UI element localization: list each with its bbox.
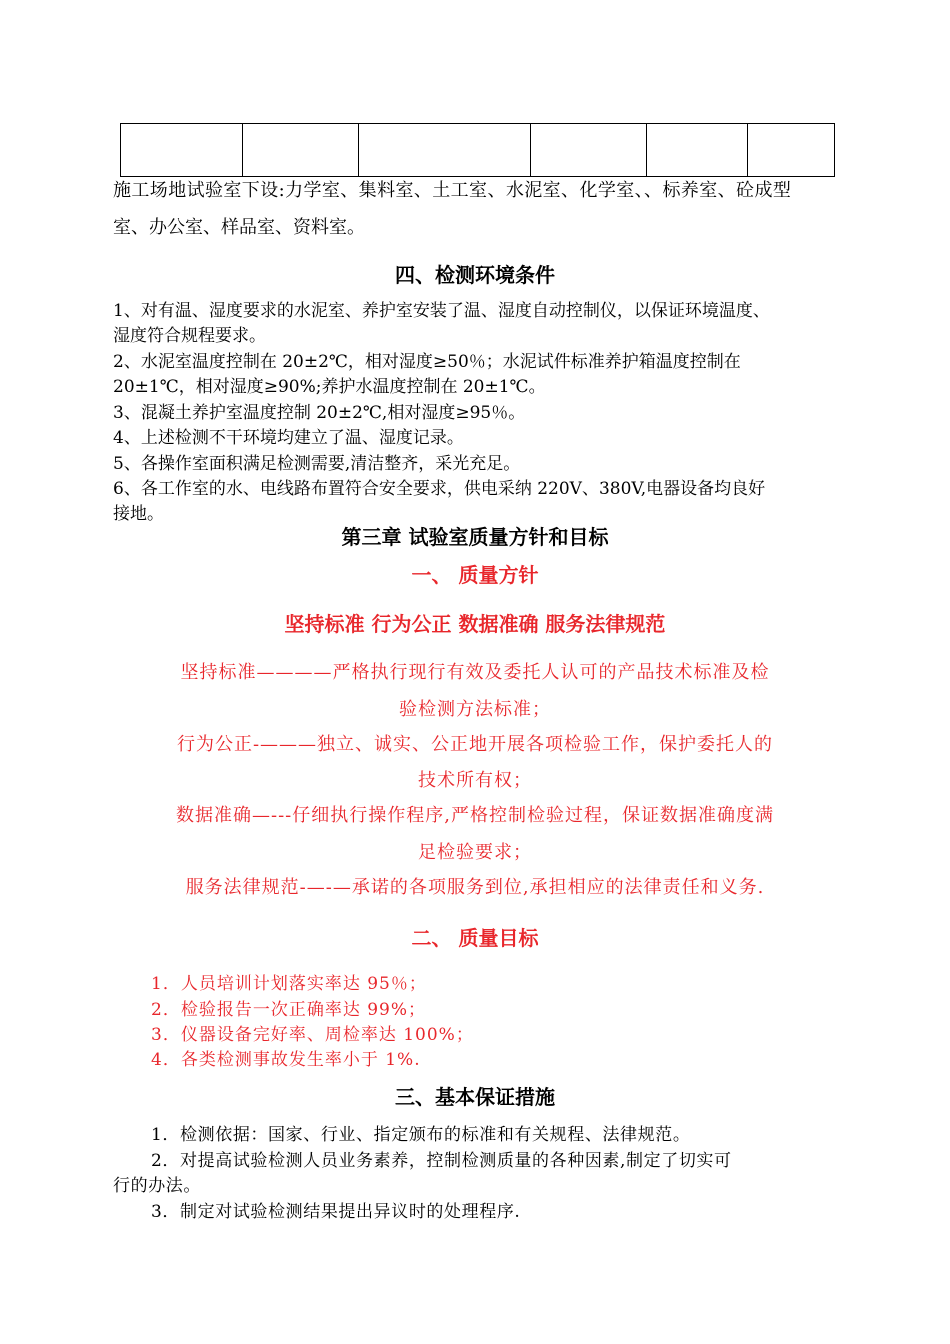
table-cell — [531, 124, 647, 177]
policy-line: 服务法律规范-—-—承诺的各项服务到位,承担相应的法律责任和义务. — [185, 877, 765, 898]
policy-line: 数据准确—---仔细执行操作程序,严格控制检验过程，保证数据准确度满 — [176, 805, 774, 826]
policy-line: 验检测方法标准； — [399, 699, 551, 720]
intro-line-2: 室、办公室、样品室、资料室。 — [113, 217, 365, 238]
measure-item: 行的办法。 — [113, 1176, 201, 1196]
table-cell — [647, 124, 748, 177]
section-4-line: 20±1℃，相对湿度≥90%;养护水温度控制在 20±1℃。 — [113, 377, 546, 397]
basic-measures-title: 三、基本保证措施 — [395, 1085, 555, 1109]
section-4-line: 1、对有温、湿度要求的水泥室、养护室安装了温、湿度自动控制仪，以保证环境温度、 — [113, 301, 770, 321]
measure-item: 1．检测依据：国家、行业、指定颁布的标准和有关规程、法律规范。 — [151, 1125, 691, 1145]
policy-line: 坚持标准————严格执行现行有效及委托人认可的产品技术标准及检 — [180, 662, 770, 683]
quality-policy-title: 一、 质量方针 — [411, 563, 539, 587]
goal-item: 2．检验报告一次正确率达 99%； — [151, 1000, 427, 1020]
policy-line: 技术所有权； — [418, 770, 532, 791]
table-cell — [121, 124, 243, 177]
section-4-line: 接地。 — [113, 504, 164, 524]
quality-goals-title: 二、 质量目标 — [411, 926, 539, 950]
policy-line: 行为公正-———独立、诚实、公正地开展各项检验工作，保护委托人的 — [176, 734, 774, 755]
table-cell — [359, 124, 531, 177]
chapter-3-title: 第三章 试验室质量方针和目标 — [341, 525, 609, 549]
section-4-line: 2、水泥室温度控制在 20±2℃，相对湿度≥50％；水泥试件标准养护箱温度控制在 — [113, 352, 741, 372]
measure-item: 3．制定对试验检测结果提出异议时的处理程序. — [151, 1202, 521, 1222]
policy-line: 足检验要求； — [418, 842, 532, 863]
section-4-line: 5、各操作室面积满足检测需要,清洁整齐，采光充足。 — [113, 454, 521, 474]
empty-table — [120, 123, 835, 177]
intro-line-1: 施工场地试验室下设:力学室、集料室、土工室、水泥室、化学室、、标养室、砼成型 — [113, 180, 792, 201]
section-4-line: 湿度符合规程要求。 — [113, 326, 266, 346]
table-cell — [243, 124, 359, 177]
goal-item: 3．仪器设备完好率、周检率达 100%； — [151, 1025, 474, 1045]
section-4-line: 3、混凝土养护室温度控制 20±2℃,相对湿度≥95％。 — [113, 403, 526, 423]
goal-item: 1．人员培训计划落实率达 95％； — [151, 974, 427, 994]
table-cell — [748, 124, 835, 177]
measure-item: 2．对提高试验检测人员业务素养，控制检测质量的各种因素,制定了切实可 — [151, 1151, 732, 1171]
section-4-line: 4、上述检测不干环境均建立了温、湿度记录。 — [113, 428, 464, 448]
goal-item: 4．各类检测事故发生率小于 1%. — [151, 1050, 421, 1070]
section-4-title: 四、检测环境条件 — [395, 263, 555, 287]
quality-policy-motto: 坚持标准 行为公正 数据准确 服务法律规范 — [284, 612, 666, 636]
section-4-line: 6、各工作室的水、电线路布置符合安全要求，供电采纳 220V、380V,电器设备均良好 — [113, 479, 766, 499]
